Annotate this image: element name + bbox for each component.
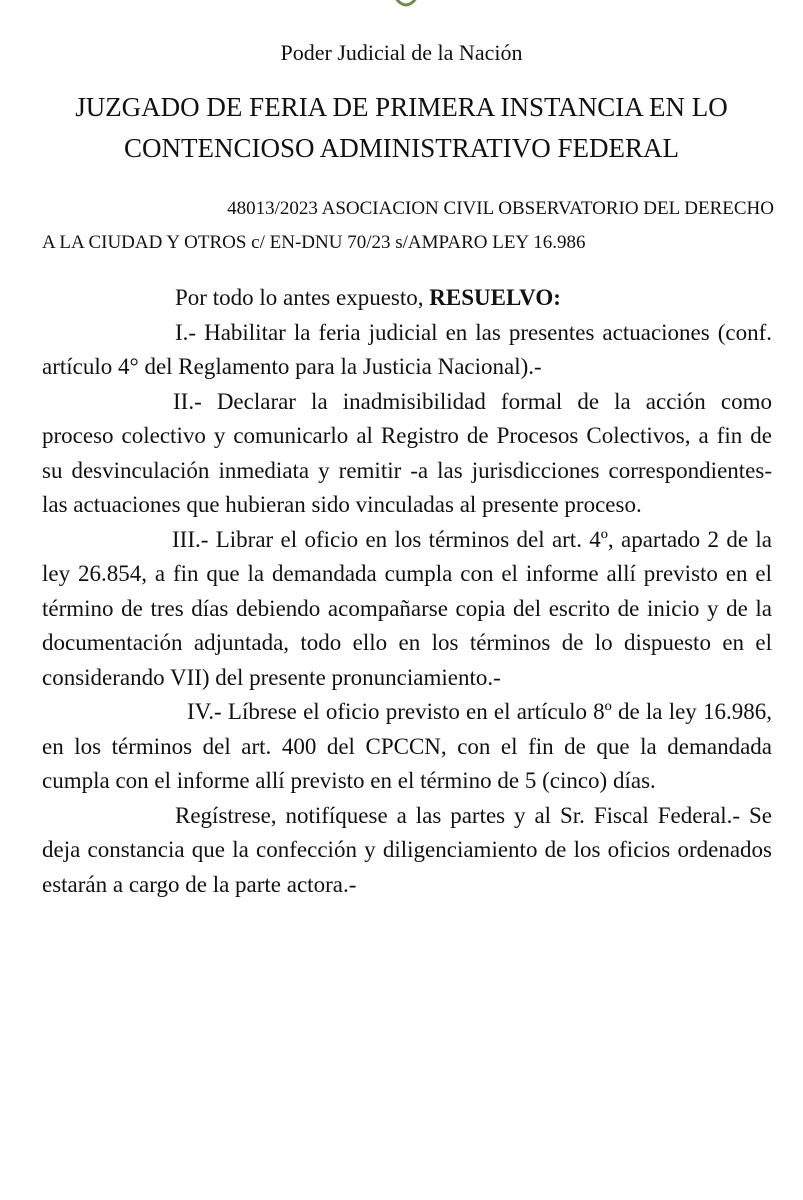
resolvo-heading: RESUELVO: xyxy=(429,285,561,310)
resolution-item-1 xyxy=(42,316,772,385)
resolution-body xyxy=(42,281,772,902)
resolution-item-4 xyxy=(42,695,772,799)
case-caption-line-1: 48013/2023 ASOCIACION CIVIL OBSERVATORIO DEL DERECHO xyxy=(227,198,774,219)
organization-title: Poder Judicial de la Nación xyxy=(280,40,523,65)
court-title-line-2: CONTENCIOSO ADMINISTRATIVO FEDERAL xyxy=(123,133,679,163)
intro-text: Por todo lo antes expuesto, xyxy=(175,285,424,310)
item-2-text: II.- Declarar la inadmisibilidad formal de la acción como proceso colectivo y comunicarlo al Registro de Procesos Colectivos, a fin de su desvinculación inmediata y remitir -a las jurisdicciones correspondientes- las actuaciones que hubieran sido vinculadas al presente proceso. xyxy=(42,388,772,517)
resolution-item-3 xyxy=(42,523,772,696)
closing-text: Regístrese, notifíquese a las partes y al Sr. Fiscal Federal.- Se deja constancia que la confección y diligenciamiento de los oficios ordenados estarán a cargo de la parte actora.- xyxy=(42,802,772,897)
case-caption xyxy=(42,192,774,260)
item-1-text: I.- Habilitar la feria judicial en las presentes actuaciones (conf. artículo 4° del Reglamento para la Justicia Nacional).- xyxy=(42,319,772,379)
court-title xyxy=(0,87,803,169)
item-4-text: IV.- Líbrese el oficio previsto en el artículo 8º de la ley 16.986, en los términos del art. 400 del CPCCN, con el fin de que la demandada cumpla con el informe allí previsto en el término de 5 (cinco) días. xyxy=(42,699,772,793)
court-title-line-1: JUZGADO DE FERIA DE PRIMERA INSTANCIA EN LO xyxy=(75,92,728,122)
resolution-item-2 xyxy=(42,385,772,523)
case-caption-line-2: A LA CIUDAD Y OTROS c/ EN-DNU 70/23 s/AMPARO LEY 16.986 xyxy=(42,232,586,253)
resolution-intro xyxy=(42,281,772,316)
national-seal-icon xyxy=(386,0,426,10)
resolution-closing xyxy=(42,799,772,903)
item-3-text: III.- Librar el oficio en los términos del art. 4º, apartado 2 de la ley 26.854, a fin que la demandada cumpla con el informe allí previsto en el término de tres días debiendo acompañarse copia del escrito de inicio y de la documentación adjuntada, todo ello en los términos de lo dispuesto en el considerando VII) del presente pronunciamiento.- xyxy=(42,526,772,690)
